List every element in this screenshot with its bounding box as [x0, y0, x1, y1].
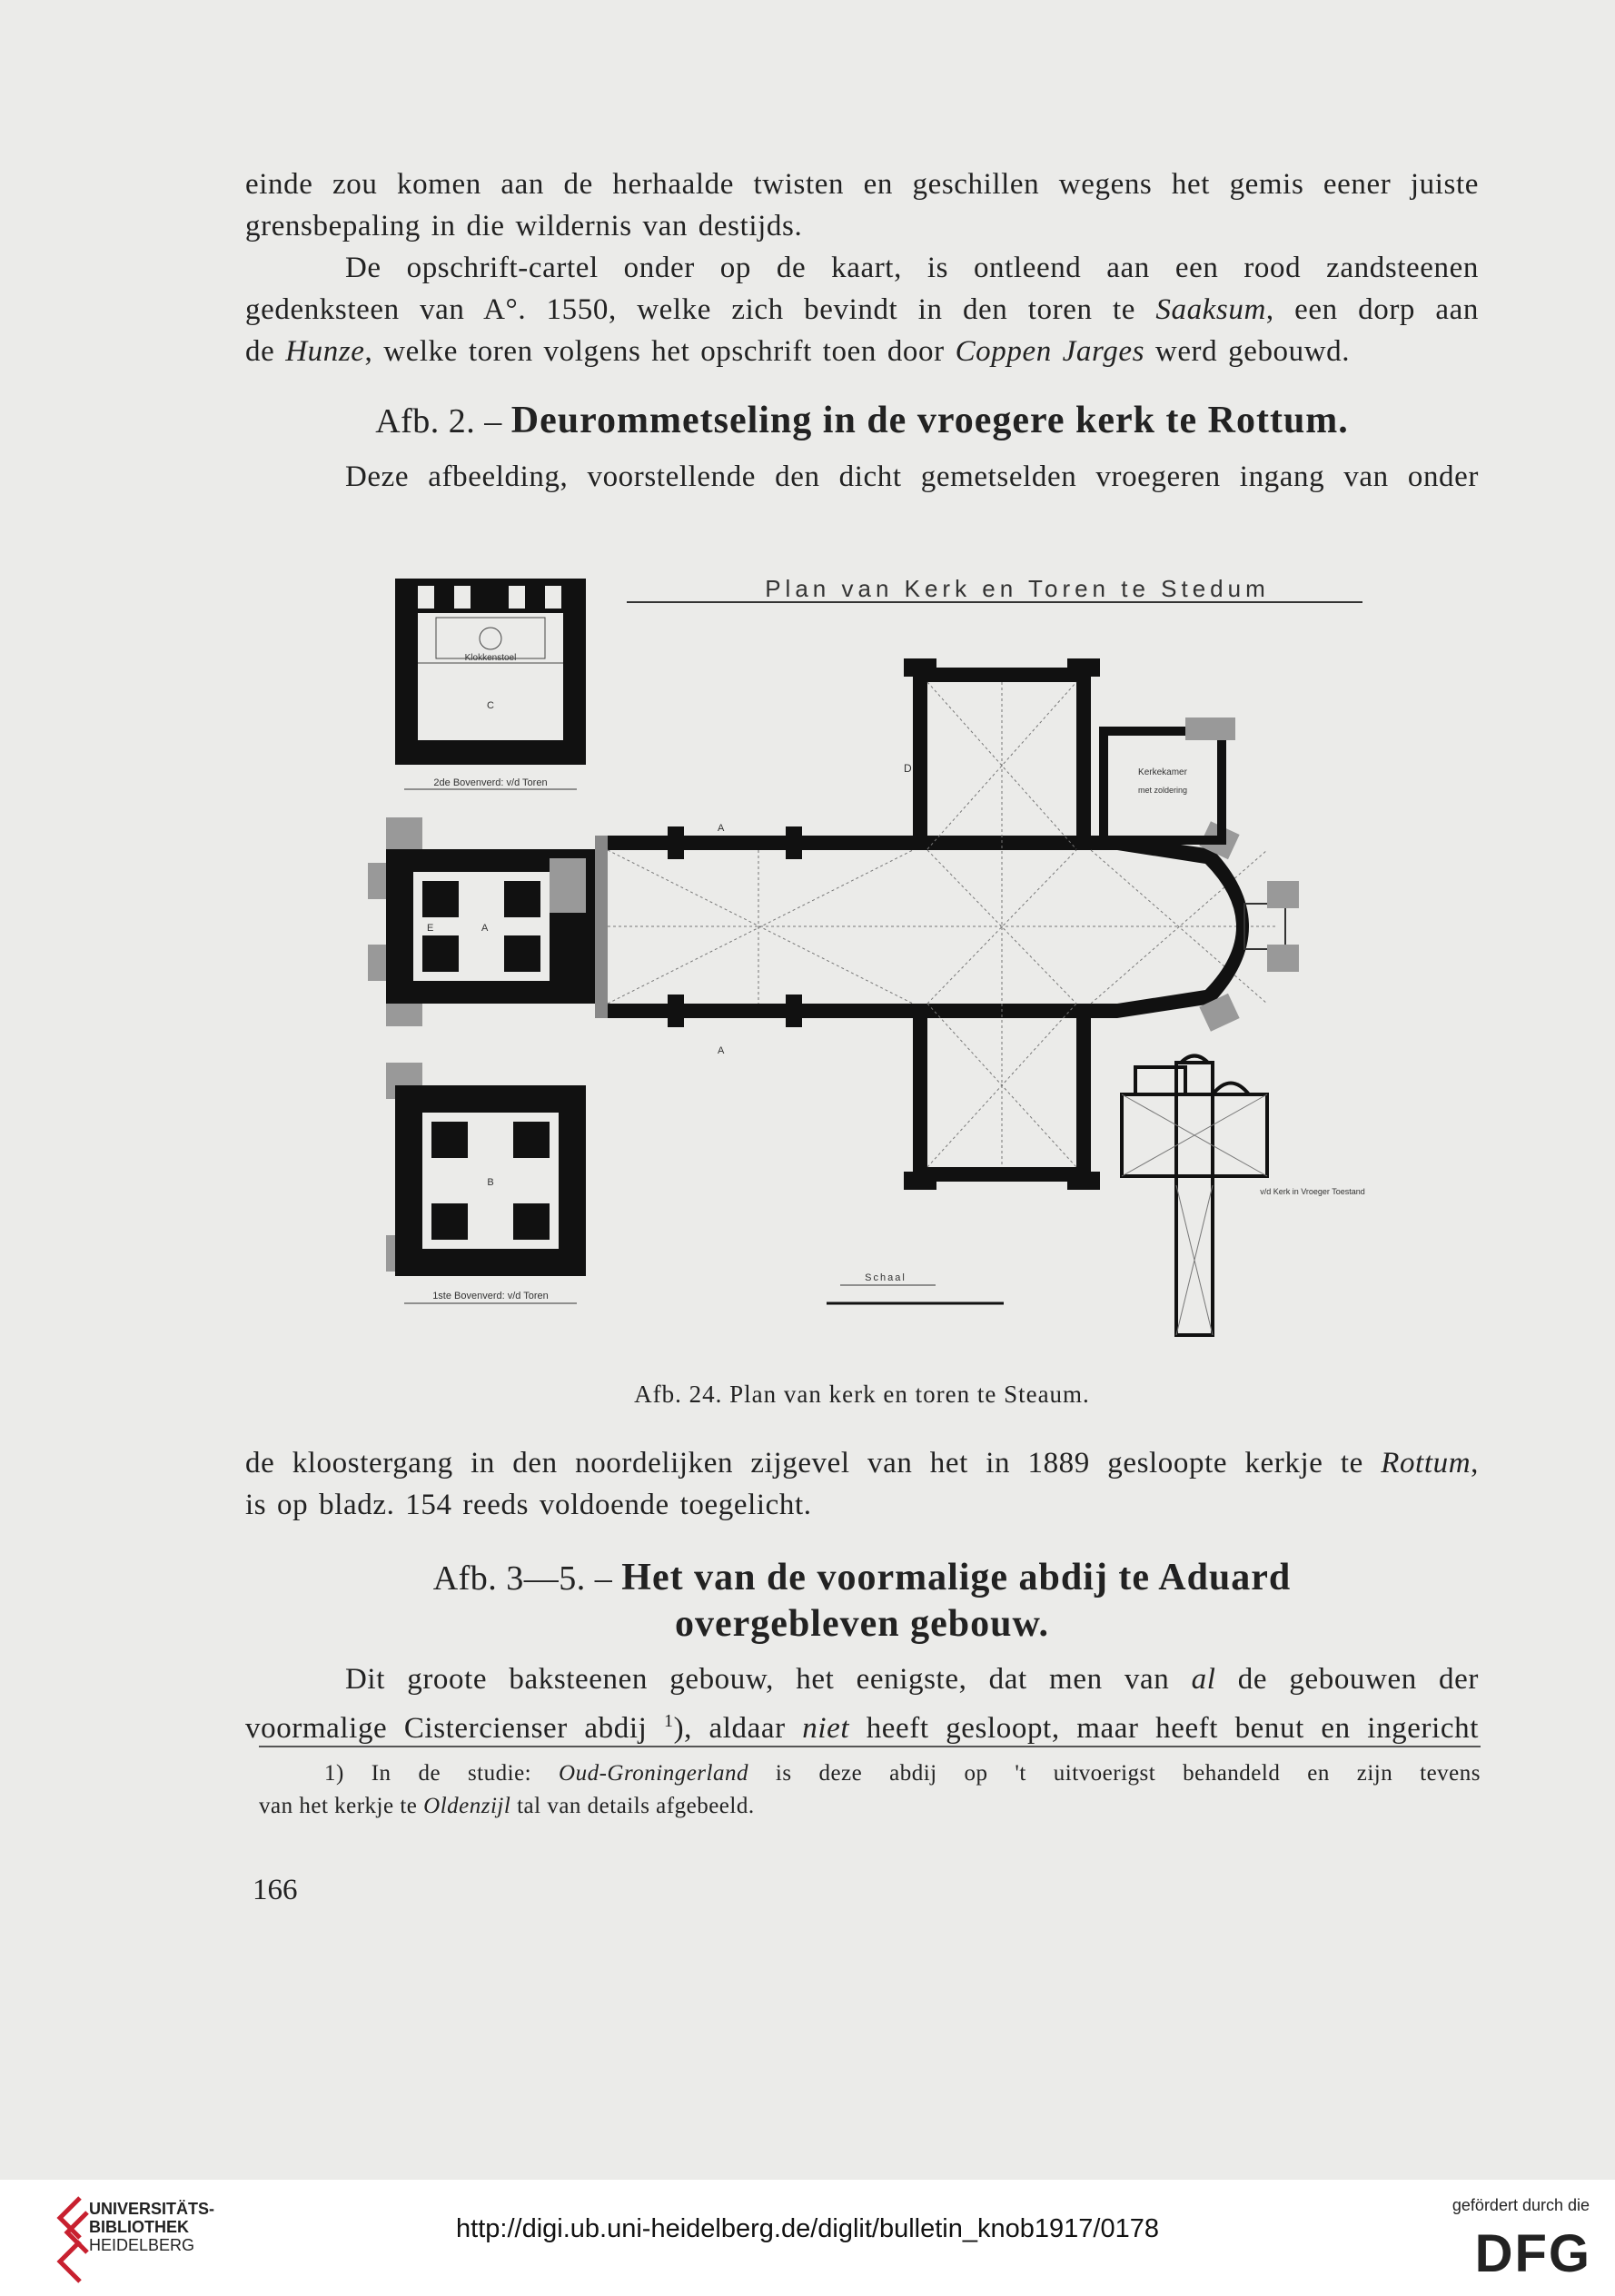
- heading-figure-number: Afb. 2. –: [375, 402, 511, 440]
- earlier-church-plan: [1122, 1056, 1365, 1336]
- label-a: A: [718, 1045, 725, 1056]
- text-line: [245, 289, 1479, 331]
- text-run: werd gebouwd.: [1144, 335, 1351, 368]
- plan-title: Plan van Kerk en Toren te Stedum: [765, 575, 1270, 602]
- label-a: A: [481, 923, 489, 934]
- footnote-line: [259, 1790, 1481, 1823]
- text-run: de gebouwen der: [1215, 1663, 1479, 1696]
- text-run: ,: [1471, 1447, 1479, 1480]
- tower-plan-ground: [368, 817, 606, 1026]
- label-e: E: [427, 923, 434, 934]
- text-line: [245, 1658, 1479, 1700]
- page-number: 166: [253, 1874, 298, 1906]
- italic-word: al: [1191, 1663, 1216, 1696]
- footnote-divider: [259, 1746, 1481, 1747]
- text-line: De opschrift-cartel onder op de kaart, is ontleend aan een rood zandsteenen: [345, 252, 1479, 284]
- label-a: A: [718, 823, 725, 834]
- label-vroeger-toestand: v/d Kerk in Vroeger Toestand: [1260, 1187, 1365, 1196]
- italic-place-name: Hunze: [285, 335, 365, 368]
- tower-plan-lower: [386, 1063, 586, 1303]
- label-d: D: [904, 762, 912, 775]
- text-run: van het kerkje te: [259, 1794, 424, 1818]
- section-heading-afb-2: [245, 398, 1479, 444]
- italic-title: Oud-Groningerland: [559, 1761, 748, 1786]
- church-floor-plan-figure: [368, 559, 1422, 1367]
- paragraph-4: [245, 1442, 1479, 1526]
- paragraph-1: [245, 163, 1479, 247]
- text-run: ), aldaar: [673, 1712, 803, 1745]
- text-run: tal van details afgebeeld.: [510, 1794, 755, 1818]
- label-eerste-bovenverdieping: 1ste Bovenverd: v/d Toren: [432, 1291, 549, 1301]
- footnote-marker: 1: [663, 1711, 674, 1731]
- text-line: einde zou komen aan de herhaalde twisten en geschillen wegens het gemis eener juiste: [245, 168, 1479, 201]
- text-run: , een dorp aan: [1265, 293, 1479, 326]
- label-klokkenstoel: Klokkenstoel: [464, 653, 517, 663]
- italic-person-name: Coppen Jarges: [955, 335, 1145, 368]
- label-schaal: Schaal: [865, 1272, 907, 1283]
- italic-word: niet: [802, 1712, 850, 1745]
- tower-plan-upper: [395, 579, 586, 789]
- funding-note: gefördert durch die: [1452, 2196, 1590, 2214]
- italic-place-name: Rottum: [1381, 1447, 1471, 1480]
- library-name-line: BIBLIOTHEK: [89, 2218, 189, 2236]
- text-line: Deze afbeelding, voorstellende den dicht gemetselden vroegeren ingang van onder: [345, 460, 1479, 493]
- text-line: [245, 331, 1479, 372]
- figure-caption: Afb. 24. Plan van kerk en toren te Steaum.: [634, 1381, 1090, 1408]
- library-name-line: HEIDELBERG: [89, 2236, 195, 2254]
- paragraph-2: [245, 247, 1479, 372]
- text-line: [245, 1442, 1479, 1484]
- footnote-line: [259, 1757, 1481, 1790]
- text-run: de: [245, 335, 286, 368]
- heading-figure-number: Afb. 3—5. –: [432, 1559, 622, 1598]
- label-c: C: [487, 700, 494, 711]
- text-run: de kloostergang in den noordelijken zijgevel van het in 1889 gesloopte kerkje te: [245, 1447, 1382, 1480]
- scale-bar: [827, 1272, 1004, 1303]
- text-run: is deze abdij op 't uitvoerigst behandeld en zijn tevens: [748, 1761, 1481, 1786]
- label-kerkekamer: Kerkekamer: [1138, 767, 1187, 777]
- library-name-line: UNIVERSITÄTS-: [89, 2200, 215, 2218]
- heading-title: Deurommetseling in de vroegere kerk te Rottum.: [510, 400, 1349, 441]
- text-line: grensbepaling in die wildernis van destijds.: [245, 210, 803, 242]
- heading-title: overgebleven gebouw.: [675, 1603, 1049, 1645]
- text-line: [245, 1700, 1479, 1749]
- label-zoldering: met zoldering: [1137, 786, 1188, 795]
- footnote: [259, 1757, 1481, 1823]
- text-run: , welke toren volgens het opschrift toen door: [364, 335, 956, 368]
- dfg-logo: DFG: [1474, 2224, 1591, 2283]
- text-run: Dit groote baksteenen gebouw, het eenigste, dat men van: [345, 1663, 1192, 1696]
- italic-place-name: Oldenzijl: [423, 1794, 511, 1818]
- text-run: 1) In de studie:: [324, 1761, 560, 1786]
- heading-title: Het van de voormalige abdij te Aduard: [621, 1557, 1292, 1598]
- label-b: B: [487, 1177, 494, 1188]
- paragraph-5: [245, 1658, 1479, 1749]
- section-heading-afb-3-5: [245, 1555, 1479, 1648]
- paragraph-3: [245, 456, 1479, 498]
- source-url-link[interactable]: http://digi.ub.uni-heidelberg.de/diglit/bulletin_knob1917/0178: [456, 2214, 1159, 2243]
- text-run: voormalige Cistercienser abdij: [245, 1712, 664, 1745]
- church-main-plan: [595, 658, 1299, 1190]
- text-run: gedenksteen van A°. 1550, welke zich bevindt in den toren te: [245, 293, 1156, 326]
- text-run: heeft gesloopt, maar heeft benut en ingericht: [849, 1712, 1479, 1745]
- text-line: is op bladz. 154 reeds voldoende toegelicht.: [245, 1489, 812, 1521]
- label-tweede-bovenverdieping: 2de Bovenverd: v/d Toren: [433, 777, 548, 788]
- italic-place-name: Saaksum: [1155, 293, 1266, 326]
